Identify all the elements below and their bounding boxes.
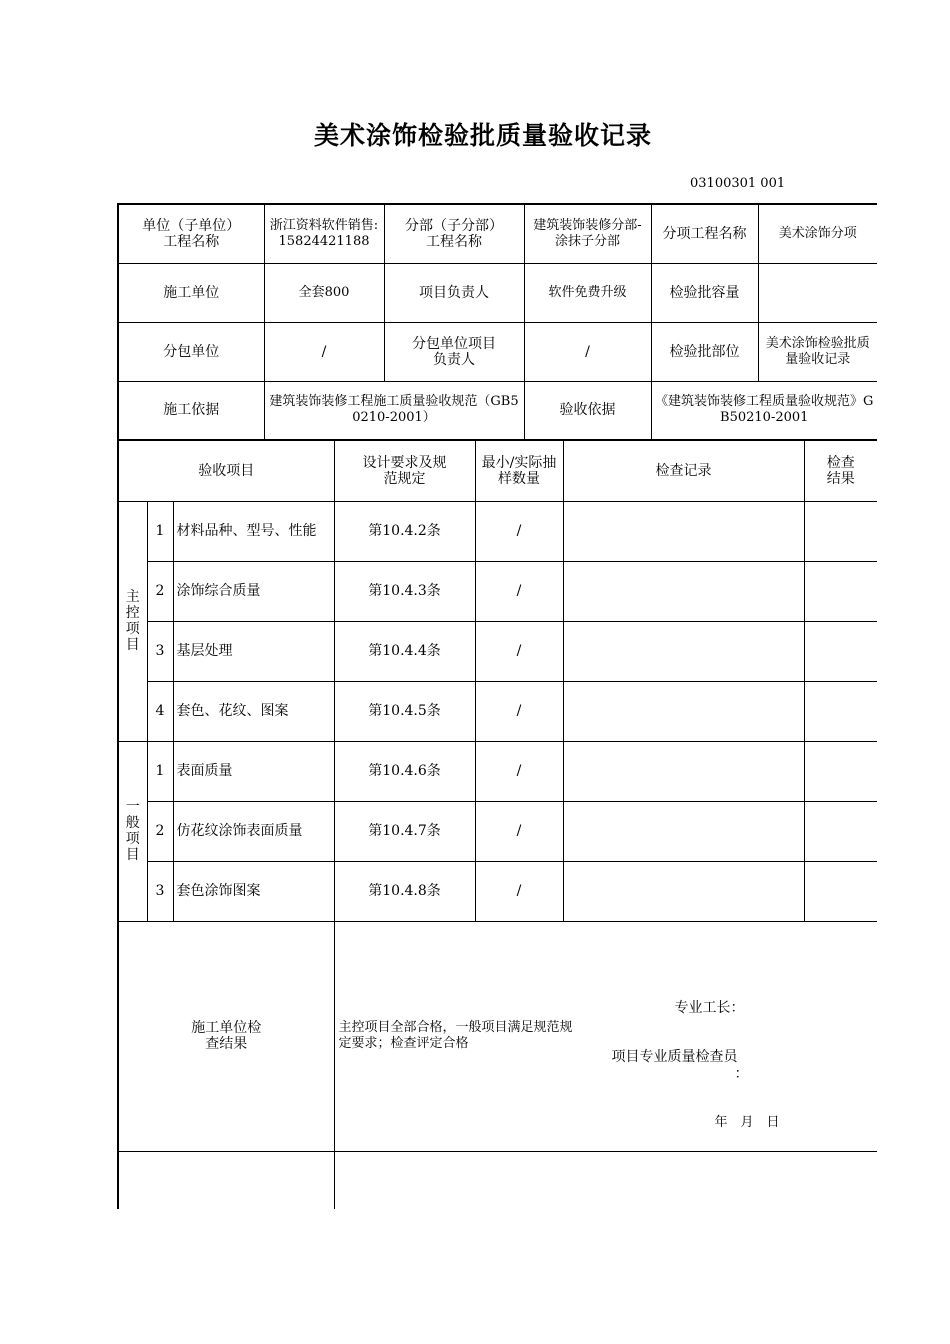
item-record[interactable] [563, 621, 804, 681]
unit-value: 浙江资料软件销售:15824421188 [264, 204, 384, 263]
item-sample: / [475, 861, 563, 921]
document-title: 美术涂饰检验批质量验收记录 [313, 121, 652, 150]
document-number: 03100301 001 [690, 176, 786, 191]
item-result[interactable] [804, 741, 877, 801]
check-result-text: 主控项目全部合格，一般项目满足规范规定要求；检查评定合格 [338, 1019, 573, 1051]
empty-value-cell [334, 1151, 877, 1209]
division-value: 建筑装饰装修分部-涂抹子分部 [524, 204, 651, 263]
acceptance-label: 验收依据 [524, 381, 651, 440]
item-name: 套色涂饰图案 [173, 861, 334, 921]
item-name: 材料品种、型号、性能 [173, 501, 334, 561]
col-record-header: 检查记录 [563, 440, 804, 501]
item-no: 3 [147, 861, 173, 921]
subitem-value: 美术涂饰分项 [758, 204, 877, 263]
col-result-header: 检查结果 [804, 440, 877, 501]
item-no: 2 [147, 561, 173, 621]
item-result[interactable] [804, 621, 877, 681]
item-no: 2 [147, 801, 173, 861]
item-record[interactable] [563, 801, 804, 861]
item-record[interactable] [563, 681, 804, 741]
item-sample: / [475, 741, 563, 801]
sub-pm-value: / [524, 322, 651, 381]
item-name: 仿花纹涂饰表面质量 [173, 801, 334, 861]
item-record[interactable] [563, 741, 804, 801]
foreman-label: 专业工长： [674, 999, 745, 1016]
unit-label: 单位（子单位）工程名称 [118, 204, 264, 263]
subcontractor-label: 分包单位 [118, 322, 264, 381]
item-spec: 第10.4.3条 [334, 561, 475, 621]
inspector-colon: ： [734, 1065, 749, 1082]
item-spec: 第10.4.7条 [334, 801, 475, 861]
item-spec: 第10.4.5条 [334, 681, 475, 741]
item-no: 3 [147, 621, 173, 681]
subitem-label: 分项工程名称 [651, 204, 758, 263]
check-result-label: 施工单位检查结果 [118, 921, 334, 1151]
col-spec-header: 设计要求及规范规定 [334, 440, 475, 501]
location-label: 检验批部位 [651, 322, 758, 381]
pm-value: 软件免费升级 [524, 263, 651, 322]
header-table [117, 203, 877, 441]
check-result-cell [334, 921, 877, 1151]
inspector-label: 项目专业质量检查员 [611, 1048, 738, 1065]
item-record[interactable] [563, 501, 804, 561]
item-name: 套色、花纹、图案 [173, 681, 334, 741]
basis-label: 施工依据 [118, 381, 264, 440]
item-result[interactable] [804, 681, 877, 741]
capacity-value [758, 263, 877, 322]
item-spec: 第10.4.4条 [334, 621, 475, 681]
date-label: 年 月 日 [714, 1114, 780, 1130]
contractor-label: 施工单位 [118, 263, 264, 322]
item-record[interactable] [563, 861, 804, 921]
item-spec: 第10.4.6条 [334, 741, 475, 801]
general-group-label: 一般项目 [118, 741, 147, 921]
acceptance-value: 《建筑装饰装修工程质量验收规范》GB50210-2001 [651, 381, 877, 440]
col-sample-header: 最小/实际抽样数量 [475, 440, 563, 501]
basis-value: 建筑装饰装修工程施工质量验收规范（GB50210-2001） [264, 381, 524, 440]
item-sample: / [475, 561, 563, 621]
item-no: 4 [147, 681, 173, 741]
inspection-form [117, 203, 877, 1209]
item-name: 涂饰综合质量 [173, 561, 334, 621]
sub-pm-label: 分包单位项目负责人 [384, 322, 524, 381]
item-spec: 第10.4.8条 [334, 861, 475, 921]
item-no: 1 [147, 501, 173, 561]
item-name: 基层处理 [173, 621, 334, 681]
item-result[interactable] [804, 861, 877, 921]
col-item-header: 验收项目 [118, 440, 334, 501]
items-table [117, 439, 877, 1209]
item-no: 1 [147, 741, 173, 801]
division-label: 分部（子分部）工程名称 [384, 204, 524, 263]
item-sample: / [475, 801, 563, 861]
empty-label-cell [118, 1151, 334, 1209]
item-sample: / [475, 501, 563, 561]
item-spec: 第10.4.2条 [334, 501, 475, 561]
subcontractor-value: / [264, 322, 384, 381]
contractor-value: 全套800 [264, 263, 384, 322]
item-result[interactable] [804, 801, 877, 861]
item-name: 表面质量 [173, 741, 334, 801]
item-record[interactable] [563, 561, 804, 621]
item-result[interactable] [804, 501, 877, 561]
item-sample: / [475, 681, 563, 741]
pm-label: 项目负责人 [384, 263, 524, 322]
main-group-label: 主控项目 [118, 501, 147, 741]
capacity-label: 检验批容量 [651, 263, 758, 322]
location-value: 美术涂饰检验批质量验收记录 [758, 322, 877, 381]
item-sample: / [475, 621, 563, 681]
item-result[interactable] [804, 561, 877, 621]
